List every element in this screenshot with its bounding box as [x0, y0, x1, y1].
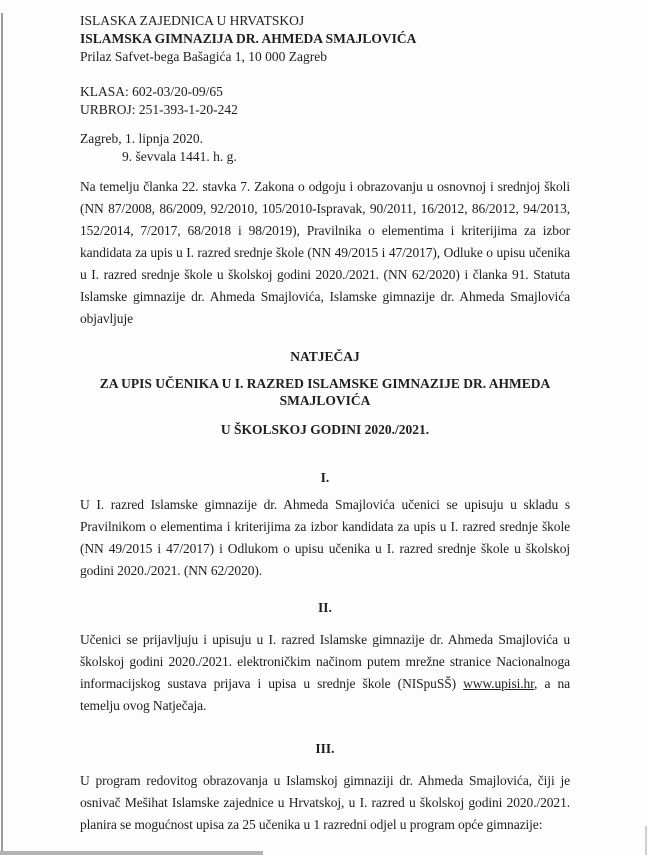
scan-artifact-bottom-line	[0, 851, 263, 855]
section-ii-text-after: , a na temelju ovog Natječaja.	[80, 676, 570, 713]
section-i-paragraph: U I. razred Islamske gimnazije dr. Ahmeda Smajlovića učenici se upisuju u skladu s Pravilnikom o elementima i kriterijima za izbor kandidata za upis u I. razred srednje škole (NN 49/2015 i 47/2017) i Odlukom o upisu učenika u I. razred srednje škole u školskoj godini 2020./2021. (NN 62/2020).	[80, 497, 570, 578]
scan-artifact-right-line	[645, 826, 647, 855]
section-ii-text-before: Učenici se prijavljuju i upisuju u I. razred Islamske gimnazije dr. Ahmeda Smajlovića u školskoj godini 2020./2021. elektroničkim načinom putem mrežne stranice Nacionalnoga informacijskog sustava prijava i upisa u srednje škole (NISpuSŠ)	[80, 632, 570, 691]
document-content	[80, 12, 570, 836]
school-name: ISLAMSKA GIMNAZIJA DR. AHMEDA SMAJLOVIĆA	[80, 31, 417, 46]
section-ii-paragraph	[80, 629, 570, 717]
intro-paragraph: Na temelju članka 22. stavka 7. Zakona o odgoju i obrazovanju u osnovnoj i srednjoj školi (NN 87/2008, 86/2009, 92/2010, 105/2010-Ispravak, 90/2011, 16/2012, 86/2012, 94/2013, 152/2014, 7/2017, 68/2018 i 98/2019), Pravilnika o elementima i kriterijima za izbor kandidata za upis u I. razred srednje škole (NN 49/2015 i 47/2017), Odluke o upisu učenika u I. razred srednje škole u školskoj godini 2020./2021. (NN 62/2020) i članka 91. Statuta Islamske gimnazije dr. Ahmeda Smajlovića, Islamske gimnazije dr. Ahmeda Smajlovića objavljuje	[80, 179, 570, 326]
section-heading-iii: III.	[315, 741, 335, 756]
section-heading-ii: II.	[318, 600, 332, 615]
section-iii-paragraph: U program redovitog obrazovanja u Islamskoj gimnaziji dr. Ahmeda Smajlovića, čiji je osnivač Mešihat Islamske zajednice u Hrvatskoj, u I. razred u školskoj godini 2020./2021. planira se mogućnost upisa za 25 učenika u 1 razredni odjel u program opće gimnazije:	[80, 773, 570, 832]
letterhead	[80, 12, 570, 66]
date-gregorian: Zagreb, 1. lipnja 2020.	[80, 131, 203, 146]
date-block	[80, 130, 570, 166]
scan-artifact-left-line	[1, 13, 3, 855]
upisi-hr-link[interactable]: www.upisi.hr	[463, 676, 535, 691]
reference-block	[80, 83, 570, 119]
section-heading-i: I.	[320, 470, 330, 485]
klasa-number: KLASA: 602-03/20-09/65	[80, 84, 223, 99]
date-hijri: 9. ševvala 1441. h. g.	[122, 149, 237, 164]
org-name: ISLASKA ZAJEDNICA U HRVATSKOJ	[80, 13, 305, 28]
title-subtitle: ZA UPIS UČENIKA U I. RAZRED ISLAMSKE GIMNAZIJE DR. AHMEDA SMAJLOVIĆA	[99, 376, 551, 408]
title-school-year: U ŠKOLSKOJ GODINI 2020./2021.	[220, 422, 430, 437]
urbroj-number: URBROJ: 251-393-1-20-242	[80, 102, 238, 117]
school-address: Prilaz Safvet-bega Bašagića 1, 10 000 Zagreb	[80, 49, 328, 64]
title-natjecaj: NATJEČAJ	[290, 349, 360, 364]
